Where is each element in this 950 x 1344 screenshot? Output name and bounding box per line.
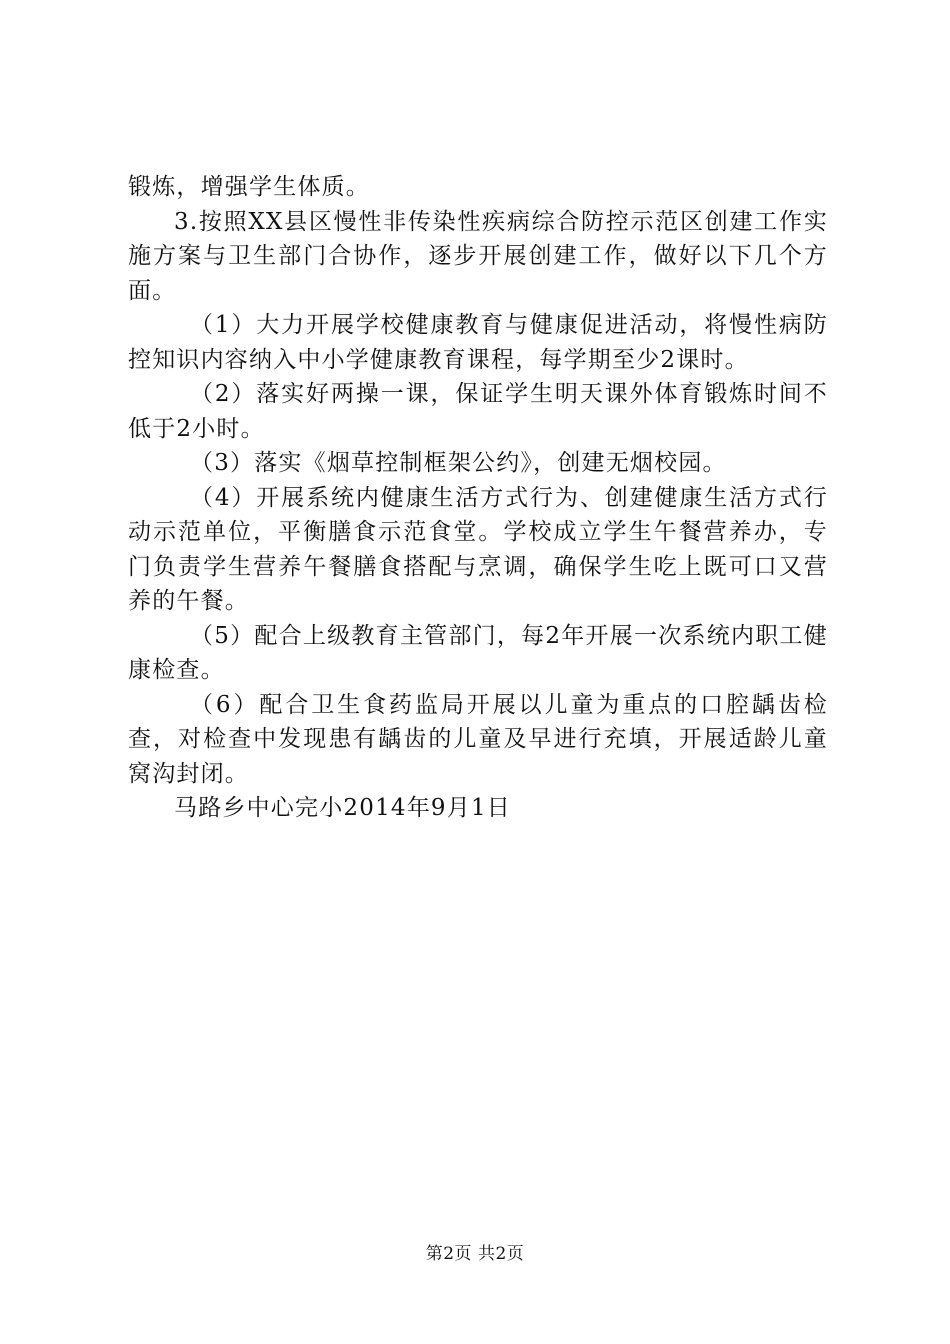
paragraph-subitem-3: （3）落实《烟草控制框架公约》，创建无烟校园。 [190,450,727,476]
paragraph-continuation: 锻炼，增强学生体质。 [128,174,370,200]
page-footer: 第2页 共2页 [425,1244,525,1264]
paragraph-subitem-6: （6）配合卫生食药监局开展以儿童为重点的口腔龋齿检查，对检查中发现患有龋齿的儿童及早进行充填，开展适龄儿童窝沟封闭。 [128,691,828,787]
paragraph-subitem-5: （5）配合上级教育主管部门，每2年开展一次系统内职工健康检查。 [128,622,828,683]
signature-date-line: 马路乡中心完小2014年9月1日 [174,795,511,821]
paragraph-subitem-2: （2）落实好两操一课，保证学生明天课外体育锻炼时间不低于2小时。 [128,381,828,442]
paragraph-subitem-1: （1）大力开展学校健康教育与健康促进活动，将慢性病防控知识内容纳入中小学健康教育课程，每学期至少2课时。 [128,312,828,373]
paragraph-item-3: 3.按照XX县区慢性非传染性疾病综合防控示范区创建工作实施方案与卫生部门合协作，逐步开展创建工作，做好以下几个方面。 [128,208,828,304]
document-body [128,170,828,826]
paragraph-subitem-4: （4）开展系统内健康生活方式行为、创建健康生活方式行动示范单位，平衡膳食示范食堂。学校成立学生午餐营养办，专门负责学生营养午餐膳食搭配与烹调，确保学生吃上既可口又营养的午餐。 [128,484,828,614]
